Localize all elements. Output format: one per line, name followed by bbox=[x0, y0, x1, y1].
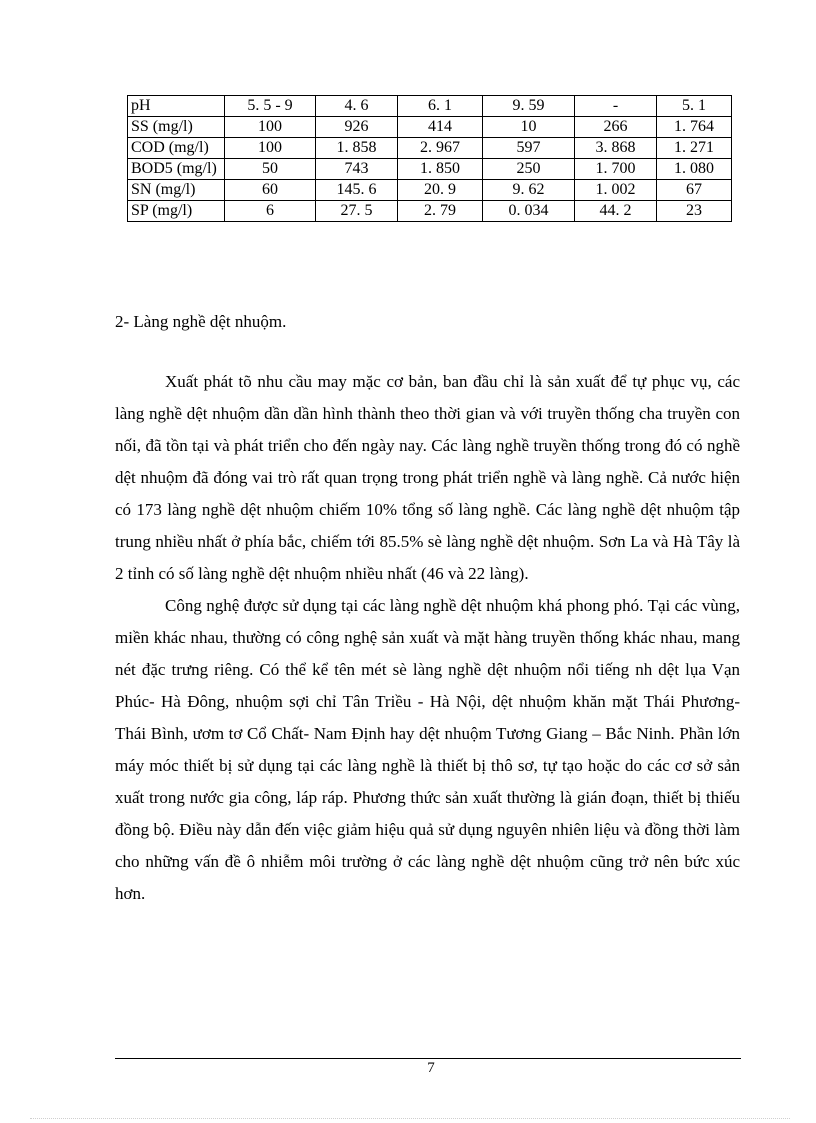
paragraph: Công nghệ được sử dụng tại các làng nghề dệt nhuộm khá phong phó. Tại các vùng, miền khác nhau, thường có công nghệ sản xuất và mặt hàng truyền thống khác nhau, mang nét đặc trưng riêng. Có thể kể tên mét sè làng nghề dệt nhuộm nổi tiếng nh dệt lụa Vạn Phúc- Hà Đông, nhuộm sợi chỉ Tân Triều - Hà Nội, dệt nhuộm khăn mặt Thái Phương- Thái Bình, ươm tơ Cổ Chất- Nam Định hay dệt nhuộm Tương Giang – Bắc Ninh. Phần lớn máy móc thiết bị sử dụng tại các làng nghề là thiết bị thô sơ, tự tạo hoặc do các cơ sở sản xuất trong nước gia công, láp ráp. Phương thức sản xuất thường là gián đoạn, thiết bị thiếu đồng bộ. Điều này dẫn đến việc giảm hiệu quả sử dụng nguyên nhiên liệu và đồng thời làm cho những vấn đề ô nhiễm môi trường ở các làng nghề dệt nhuộm cũng trở nên bức xúc hơn. bbox=[115, 596, 740, 903]
table-cell: 60 bbox=[225, 180, 316, 201]
table-cell: 2. 79 bbox=[398, 201, 483, 222]
section-heading: 2- Làng nghề dệt nhuộm. bbox=[115, 312, 287, 331]
table-cell-param: SP (mg/l) bbox=[128, 201, 225, 222]
table-cell-param: BOD5 (mg/l) bbox=[128, 159, 225, 180]
table-cell: 414 bbox=[398, 117, 483, 138]
table-cell: 1. 764 bbox=[657, 117, 732, 138]
table-cell: 1. 002 bbox=[575, 180, 657, 201]
table-cell: 1. 271 bbox=[657, 138, 732, 159]
table-cell: 9. 59 bbox=[483, 96, 575, 117]
table-cell: 100 bbox=[225, 117, 316, 138]
table-cell: 3. 868 bbox=[575, 138, 657, 159]
table-row bbox=[128, 117, 732, 138]
table-cell: 20. 9 bbox=[398, 180, 483, 201]
table-cell: 1. 700 bbox=[575, 159, 657, 180]
pollution-data-table bbox=[127, 95, 732, 222]
table-cell: 4. 6 bbox=[316, 96, 398, 117]
table-cell: 10 bbox=[483, 117, 575, 138]
table-row bbox=[128, 180, 732, 201]
table-row bbox=[128, 138, 732, 159]
table-row bbox=[128, 96, 732, 117]
table-cell: 266 bbox=[575, 117, 657, 138]
page-number: 7 bbox=[427, 1060, 435, 1076]
table-cell: 1. 850 bbox=[398, 159, 483, 180]
table-cell-param: pH bbox=[128, 96, 225, 117]
body-text bbox=[115, 366, 740, 910]
table-cell: 926 bbox=[316, 117, 398, 138]
table-cell: 50 bbox=[225, 159, 316, 180]
table-cell: 145. 6 bbox=[316, 180, 398, 201]
table-cell: 1. 858 bbox=[316, 138, 398, 159]
table-cell: 67 bbox=[657, 180, 732, 201]
table-cell: 100 bbox=[225, 138, 316, 159]
table-cell: 2. 967 bbox=[398, 138, 483, 159]
table-cell: 23 bbox=[657, 201, 732, 222]
table-cell: 44. 2 bbox=[575, 201, 657, 222]
page-bottom-border bbox=[30, 1118, 790, 1119]
table-cell-param: SN (mg/l) bbox=[128, 180, 225, 201]
table-cell: 1. 080 bbox=[657, 159, 732, 180]
table-cell-param: SS (mg/l) bbox=[128, 117, 225, 138]
table-row bbox=[128, 159, 732, 180]
table-cell-param: COD (mg/l) bbox=[128, 138, 225, 159]
table-cell: 27. 5 bbox=[316, 201, 398, 222]
table-cell: 743 bbox=[316, 159, 398, 180]
table-cell: 0. 034 bbox=[483, 201, 575, 222]
table-cell: 250 bbox=[483, 159, 575, 180]
table-cell: 6 bbox=[225, 201, 316, 222]
table-cell: 9. 62 bbox=[483, 180, 575, 201]
table-cell: 597 bbox=[483, 138, 575, 159]
table-row bbox=[128, 201, 732, 222]
paragraph: Xuất phát tõ nhu cầu may mặc cơ bản, ban đầu chỉ là sản xuất để tự phục vụ, các làng nghề dệt nhuộm dần dần hình thành theo thời gian và với truyền thống cha truyền con nối, đã tồn tại và phát triển cho đến ngày nay. Các làng nghề truyền thống trong đó có nghề dệt nhuộm đã đóng vai trò rất quan trọng trong phát triển nghề và làng nghề. Cả nước hiện có 173 làng nghề dệt nhuộm chiếm 10% tổng số làng nghề. Các làng nghề dệt nhuộm tập trung nhiều nhất ở phía bắc, chiếm tới 85.5% sè làng nghề dệt nhuộm. Sơn La và Hà Tây là 2 tỉnh có số làng nghề dệt nhuộm nhiều nhất (46 và 22 làng). bbox=[115, 372, 740, 583]
table-cell: 6. 1 bbox=[398, 96, 483, 117]
table-cell: 5. 5 - 9 bbox=[225, 96, 316, 117]
footer-divider bbox=[115, 1058, 741, 1059]
table-cell: - bbox=[575, 96, 657, 117]
table-cell: 5. 1 bbox=[657, 96, 732, 117]
